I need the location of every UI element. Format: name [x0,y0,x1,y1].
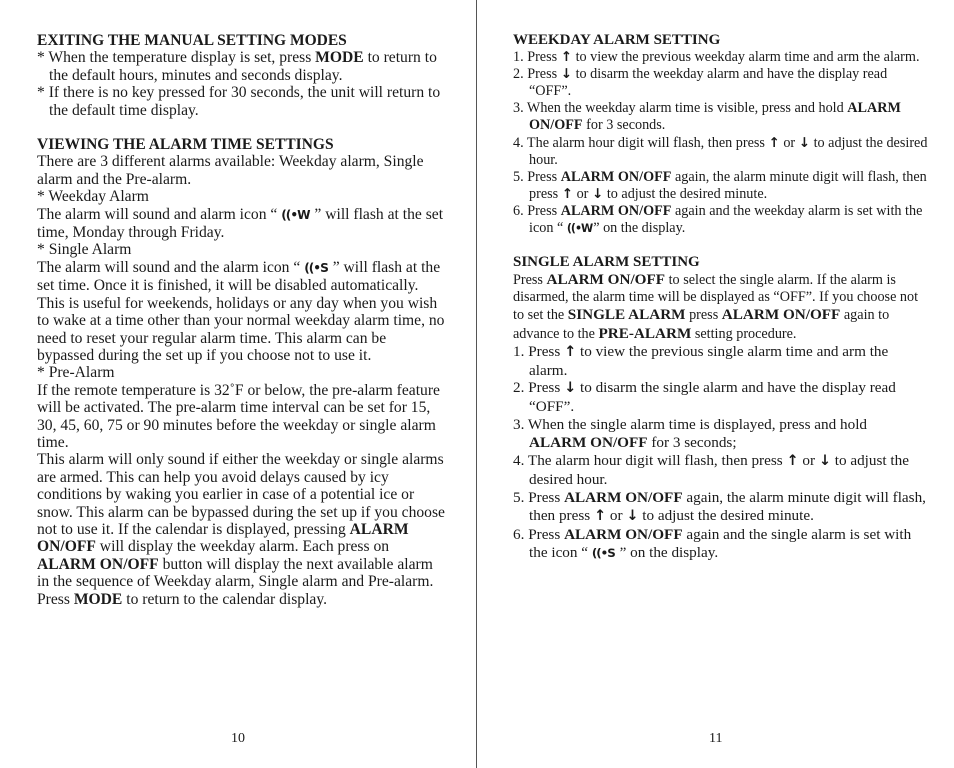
text: to adjust the desired minute. [603,185,768,202]
text: ” on the display. [615,543,719,561]
text: Press [513,272,547,289]
text: The alarm will sound and alarm icon “ [37,205,282,223]
up-arrow-icon: ↑ [564,343,577,360]
down-arrow-icon: ↓ [591,185,604,202]
weekday-alarm-heading: * Weekday Alarm [37,188,149,206]
up-arrow-icon: ↑ [560,49,573,66]
text: 4. The alarm hour digit will flash, then press [513,452,787,470]
weekday-step-3 [513,100,928,134]
text: again and the single alarm is set with the icon “ [529,525,912,561]
text: to select the single alarm. If the alarm is disarmed, the alarm time will be displayed as “OFF”. If you choose not to set the [513,272,919,324]
text: ” will flash at the set time, Monday through Friday. [37,205,444,242]
text: press [685,307,722,324]
up-arrow-icon: ↑ [593,507,607,524]
alarm-onoff-key-label: ALARM ON/OFF [560,202,672,219]
single-alarm-icon: ((•S [304,260,328,275]
text: to view the previous single alarm time and arm the alarm. [529,342,889,379]
text: 1. Press [513,342,565,360]
paragraph-single-alarm-usage: This is useful for weekends, holidays or any day when you wish to wake at a time other than your normal weekday alarm time, no need to reset your regular alarm time. This alarm can be bypassed during the set up if you choose not to use it. [37,294,445,364]
text: to adjust the desired minute. [638,506,814,524]
text: again and the weekday alarm is set with the icon “ [529,202,923,237]
text: for 3 seconds; [647,434,737,452]
single-step-5 [513,489,928,526]
pre-alarm-heading: * Pre-Alarm [37,364,115,382]
weekday-step-5 [513,169,928,203]
up-arrow-icon: ↑ [786,453,799,470]
up-arrow-icon: ↑ [768,134,780,151]
weekday-step-2 [513,66,928,100]
text: ” will flash at the set time. Once it is finished, it will be disabled automatically. [37,258,441,295]
weekday-alarm-icon: ((•W [281,207,310,222]
alarm-onoff-key-label: ALARM ON/OFF [529,100,901,134]
text: will display the weekday alarm. Each press on [95,538,390,556]
text: 4. The alarm hour digit will flash, then press [513,134,769,151]
text: button will display the next available alarm in the sequence of Weekday alarm, Single alarm and Pre-alarm. [37,555,434,591]
alarm-onoff-key-label: ALARM ON/OFF [564,525,683,543]
paragraph-pre-alarm-activation: If the remote temperature is 32˚F or below, the pre-alarm feature will be activated. The pre-alarm time interval can be set for 15, 30, 45, 60, 75 or 90 minutes before the weekday or single alarm time. [37,381,440,451]
section-title-exiting-manual-modes: EXITING THE MANUAL SETTING MODES [37,32,347,49]
section-title-weekday-alarm-setting: WEEKDAY ALARM SETTING [513,32,721,48]
paragraph-return-calendar [37,591,447,608]
alarm-onoff-key-label: ALARM ON/OFF [721,306,841,324]
text: 6. Press [513,202,561,219]
single-alarm-icon: ((•S [591,545,615,560]
text: or [573,185,592,202]
paragraph-single-alarm-intro [513,271,928,342]
left-page [37,32,447,608]
single-step-6 [513,526,928,563]
paragraph-alarms-intro: There are 3 different alarms available: Weekday alarm, Single alarm and the Pre-alarm. [37,153,424,188]
single-alarm-label: SINGLE ALARM [567,306,686,324]
text: 1. Press [513,49,561,66]
single-step-4 [513,452,928,489]
text: or [606,506,627,524]
text: to return to the default hours, minutes and seconds display. [49,49,437,84]
text: 2. Press [513,379,565,397]
alarm-onoff-key-label: ALARM ON/OFF [37,520,409,556]
text: for 3 seconds. [582,117,666,134]
paragraph-no-key-timeout: * If there is no key pressed for 30 seconds, the unit will return to the default time display. [37,84,441,119]
text: or [798,452,819,470]
page-number-left: 10 [231,731,245,746]
single-step-1 [513,343,928,380]
spacer [37,119,447,136]
paragraph-pre-alarm-sequence [37,451,447,590]
text: 5. Press [513,168,561,185]
alarm-onoff-key-label: ALARM ON/OFF [564,488,683,506]
weekday-alarm-icon: ((•W [566,222,593,236]
paragraph-single-alarm [37,259,447,295]
text: Press [37,590,74,608]
text: 3. When the single alarm time is displayed, press and hold [513,416,868,434]
text: to adjust the desired hour. [529,452,909,488]
down-arrow-icon: ↓ [564,380,577,397]
text: 6. Press [513,525,565,543]
paragraph-weekday-alarm [37,206,447,242]
section-title-viewing-alarm-settings: VIEWING THE ALARM TIME SETTINGS [37,136,334,154]
mode-key-label: MODE [315,49,364,67]
single-step-3 [513,416,928,452]
section-title-single-alarm-setting: SINGLE ALARM SETTING [513,254,700,271]
text: to view the previous weekday alarm time and arm the alarm. [572,49,920,66]
down-arrow-icon: ↓ [798,134,811,151]
text: to disarm the weekday alarm and have the display read “OFF”. [529,66,888,100]
down-arrow-icon: ↓ [560,66,573,83]
alarm-onoff-key-label: ALARM ON/OFF [37,555,159,573]
right-page [513,32,928,562]
text: The alarm will sound and the alarm icon “ [37,258,305,276]
text: setting procedure. [691,325,797,342]
text: again to advance to the [513,307,890,342]
pre-alarm-label: PRE-ALARM [598,324,692,342]
text: This alarm will only sound if either the weekday or single alarms are armed. This can help you avoid delays caused by icy conditions by waking you earlier in case of a potential ice or snow. This alarm can be bypassed during the set up if you choose not to use it. If the calendar is displayed, pressing [37,451,445,538]
weekday-step-4 [513,135,928,169]
weekday-step-1 [513,49,928,66]
text: to adjust the desired hour. [529,134,928,168]
text: to return to the calendar display. [122,590,328,608]
text: or [779,134,799,151]
alarm-onoff-key-label: ALARM ON/OFF [546,271,666,289]
spacer [513,237,928,254]
single-alarm-steps [513,343,928,563]
alarm-onoff-key-label: ALARM ON/OFF [529,434,648,452]
weekday-step-6 [513,203,928,237]
text: * When the temperature display is set, press [37,49,316,67]
page-number-right: 11 [709,731,723,746]
text: ” on the display. [593,220,686,237]
text: 5. Press [513,488,565,506]
text: again, the alarm minute digit will flash, then press [529,168,927,202]
text: 2. Press [513,66,561,83]
mode-key-label: MODE [73,590,123,608]
text: again, the alarm minute digit will flash, then press [529,488,926,524]
down-arrow-icon: ↓ [818,453,831,470]
down-arrow-icon: ↓ [626,507,639,524]
text: to disarm the single alarm and have the display read “OFF”. [529,379,896,416]
single-alarm-heading: * Single Alarm [37,241,132,259]
up-arrow-icon: ↑ [561,185,574,202]
paragraph-temperature-display [37,49,447,84]
alarm-onoff-key-label: ALARM ON/OFF [560,168,672,185]
text: 3. When the weekday alarm time is visible, press and hold [513,100,848,117]
page-divider [476,0,477,768]
single-step-2 [513,379,928,416]
